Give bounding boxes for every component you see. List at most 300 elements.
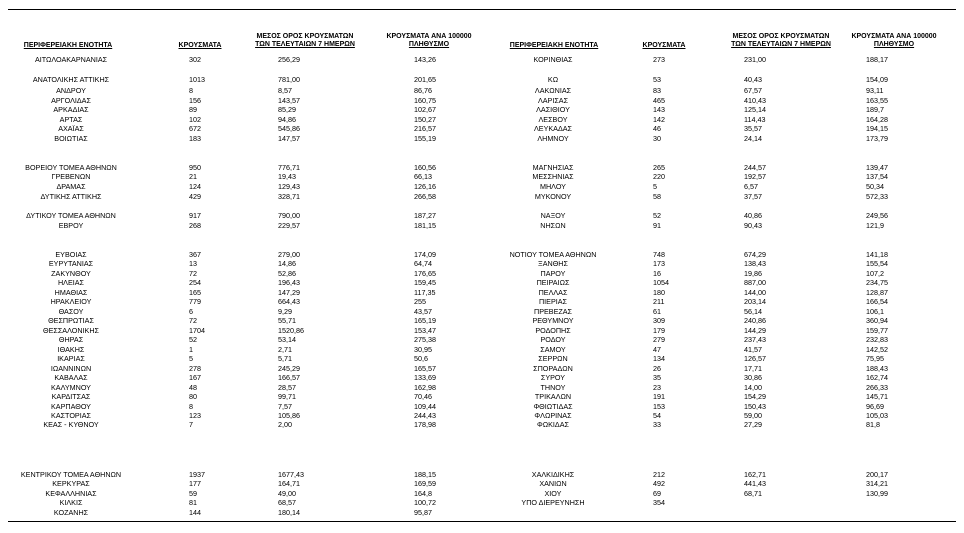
region-name-cell: ΔΥΤΙΚΟΥ ΤΟΜΕΑ ΑΘΗΝΩΝ (26, 211, 116, 220)
table-row (0, 250, 964, 259)
table-row (0, 221, 964, 230)
cases-cell: 1013 (189, 75, 205, 84)
avg7-cell: 125,14 (744, 105, 766, 114)
per100k-cell: 188,43 (866, 364, 888, 373)
cases-cell: 30 (653, 134, 661, 143)
table-row (0, 392, 964, 401)
region-name-cell: ΛΗΜΝΟΥ (537, 134, 569, 143)
cases-cell: 268 (189, 221, 201, 230)
cases-cell: 53 (653, 75, 661, 84)
cases-cell: 950 (189, 163, 201, 172)
cases-cell: 6 (189, 307, 193, 316)
region-name-cell: ΗΛΕΙΑΣ (57, 278, 85, 287)
avg7-cell: 790,00 (278, 211, 300, 220)
per100k-cell: 572,33 (866, 192, 888, 201)
cases-cell: 672 (189, 124, 201, 133)
cases-cell: 61 (653, 307, 661, 316)
avg7-cell: 105,86 (278, 411, 300, 420)
cases-cell: 33 (653, 420, 661, 429)
region-name-cell: ΕΥΡΥΤΑΝΙΑΣ (48, 259, 94, 268)
per100k-cell: 153,47 (414, 326, 436, 335)
per100k-cell: 275,38 (414, 335, 436, 344)
cases-cell: 143 (653, 105, 665, 114)
region-name-cell: ΔΥΤΙΚΗΣ ΑΤΤΙΚΗΣ (40, 192, 102, 201)
per100k-cell: 130,99 (866, 489, 888, 498)
region-name-cell: ΞΑΝΘΗΣ (538, 259, 568, 268)
cases-cell: 47 (653, 345, 661, 354)
region-name-cell: ΘΑΣΟΥ (58, 307, 84, 316)
per100k-cell: 93,11 (866, 86, 884, 95)
per100k-cell: 133,69 (414, 373, 436, 382)
region-name-cell: ΠΕΛΛΑΣ (538, 288, 568, 297)
left-header-cases: ΚΡΟΥΣΜΑΤΑ (178, 42, 222, 49)
per100k-cell: 139,47 (866, 163, 888, 172)
right-header-avg7-line2: ΤΩΝ ΤΕΛΕΥΤΑΙΩΝ 7 ΗΜΕΡΩΝ (731, 41, 831, 48)
region-name-cell: ΚΑΣΤΟΡΙΑΣ (51, 411, 91, 420)
cases-cell: 254 (189, 278, 201, 287)
per100k-cell: 126,16 (414, 182, 436, 191)
region-name-cell: ΙΘΑΚΗΣ (57, 345, 85, 354)
per100k-cell: 176,65 (414, 269, 436, 278)
cases-cell: 59 (189, 489, 197, 498)
per100k-cell: 189,7 (866, 105, 884, 114)
cases-cell: 134 (653, 354, 665, 363)
table-row (0, 470, 964, 479)
per100k-cell: 142,52 (866, 345, 888, 354)
avg7-cell: 674,29 (744, 250, 766, 259)
avg7-cell: 144,29 (744, 326, 766, 335)
per100k-cell: 200,17 (866, 470, 888, 479)
per100k-cell: 154,09 (866, 75, 888, 84)
cases-cell: 52 (189, 335, 197, 344)
cases-cell: 52 (653, 211, 661, 220)
per100k-cell: 96,69 (866, 402, 884, 411)
per100k-cell: 181,15 (414, 221, 436, 230)
per100k-cell: 50,6 (414, 354, 428, 363)
table-row (0, 278, 964, 287)
table-row (0, 335, 964, 344)
cases-cell: 69 (653, 489, 661, 498)
avg7-cell: 59,00 (744, 411, 762, 420)
region-name-cell: ΝΗΣΩΝ (540, 221, 566, 230)
cases-cell: 7 (189, 420, 193, 429)
right-header-avg7 (722, 33, 840, 49)
avg7-cell: 144,00 (744, 288, 766, 297)
avg7-cell: 5,71 (278, 354, 292, 363)
region-name-cell: ΑΡΚΑΔΙΑΣ (53, 105, 89, 114)
cases-cell: 26 (653, 364, 661, 373)
table-row (0, 508, 964, 517)
cases-cell: 48 (189, 383, 197, 392)
per100k-cell: 105,03 (866, 411, 888, 420)
cases-cell: 779 (189, 297, 201, 306)
cases-cell: 13 (189, 259, 197, 268)
avg7-cell: 41,57 (744, 345, 762, 354)
table-row (0, 498, 964, 507)
cases-cell: 1 (189, 345, 193, 354)
cases-cell: 91 (653, 221, 661, 230)
per100k-cell: 234,75 (866, 278, 888, 287)
per100k-cell: 162,74 (866, 373, 888, 382)
avg7-cell: 244,57 (744, 163, 766, 172)
region-name-cell: ΑΝΑΤΟΛΙΚΗΣ ΑΤΤΙΚΗΣ (32, 75, 110, 84)
avg7-cell: 68,57 (278, 498, 296, 507)
region-name-cell: ΜΥΚΟΝΟΥ (534, 192, 572, 201)
avg7-cell: 147,57 (278, 134, 300, 143)
region-name-cell: ΣΕΡΡΩΝ (538, 354, 568, 363)
region-name-cell: ΠΙΕΡΙΑΣ (538, 297, 567, 306)
avg7-cell: 27,29 (744, 420, 762, 429)
per100k-cell: 216,57 (414, 124, 436, 133)
per100k-cell: 155,19 (414, 134, 436, 143)
cases-cell: 1054 (653, 278, 669, 287)
region-name-cell: ΚΟΖΑΝΗΣ (53, 508, 89, 517)
region-name-cell: ΕΥΒΟΙΑΣ (55, 250, 87, 259)
region-name-cell: ΔΡΑΜΑΣ (56, 182, 86, 191)
region-name-cell: ΜΕΣΣΗΝΙΑΣ (532, 172, 574, 181)
per100k-cell: 201,65 (414, 75, 436, 84)
avg7-cell: 114,43 (744, 115, 766, 124)
avg7-cell: 410,43 (744, 96, 766, 105)
avg7-cell: 240,86 (744, 316, 766, 325)
region-name-cell: ΚΑΡΠΑΘΟΥ (51, 402, 91, 411)
avg7-cell: 85,29 (278, 105, 296, 114)
avg7-cell: 887,00 (744, 278, 766, 287)
avg7-cell: 545,86 (278, 124, 300, 133)
per100k-cell: 266,33 (866, 383, 888, 392)
right-header-region: ΠΕΡΙΦΕΡΕΙΑΚΗ ΕΝΟΤΗΤΑ (509, 42, 599, 49)
avg7-cell: 664,43 (278, 297, 300, 306)
cases-cell: 492 (653, 479, 665, 488)
per100k-cell: 164,8 (414, 489, 432, 498)
region-name-cell: ΠΕΙΡΑΙΩΣ (536, 278, 570, 287)
avg7-cell: 37,57 (744, 192, 762, 201)
per100k-cell: 160,75 (414, 96, 436, 105)
avg7-cell: 56,14 (744, 307, 762, 316)
cases-cell: 5 (189, 354, 193, 363)
region-name-cell: ΕΒΡΟΥ (58, 221, 84, 230)
left-header-per100k-line2: ΠΛΗΘΥΣΜΟ (408, 41, 450, 48)
cases-cell: 16 (653, 269, 661, 278)
region-name-cell: ΚΕΡΚΥΡΑΣ (52, 479, 90, 488)
region-name-cell: ΙΚΑΡΙΑΣ (57, 354, 85, 363)
region-name-cell: ΝΟΤΙΟΥ ΤΟΜΕΑ ΑΘΗΝΩΝ (509, 250, 597, 259)
avg7-cell: 203,14 (744, 297, 766, 306)
per100k-cell: 360,94 (866, 316, 888, 325)
cases-cell: 211 (653, 297, 665, 306)
table-row (0, 86, 964, 95)
region-name-cell: ΙΩΑΝΝΙΝΩΝ (50, 364, 92, 373)
per100k-cell: 187,27 (414, 211, 436, 220)
table-row (0, 489, 964, 498)
left-header-avg7 (246, 33, 364, 49)
per100k-cell: 160,56 (414, 163, 436, 172)
per100k-cell: 141,18 (866, 250, 888, 259)
region-name-cell: ΛΕΣΒΟΥ (538, 115, 568, 124)
table-row (0, 269, 964, 278)
table-row (0, 288, 964, 297)
table-row (0, 192, 964, 201)
region-name-cell: ΜΑΓΝΗΣΙΑΣ (532, 163, 574, 172)
region-name-cell: ΠΑΡΟΥ (540, 269, 566, 278)
region-name-cell: ΗΜΑΘΙΑΣ (54, 288, 88, 297)
table-row (0, 354, 964, 363)
per100k-cell: 66,13 (414, 172, 432, 181)
cases-cell: 173 (653, 259, 665, 268)
avg7-cell: 164,71 (278, 479, 300, 488)
cases-cell: 212 (653, 470, 665, 479)
cases-cell: 273 (653, 55, 665, 64)
cases-cell: 153 (653, 402, 665, 411)
cases-cell: 167 (189, 373, 201, 382)
avg7-cell: 192,57 (744, 172, 766, 181)
per100k-cell: 102,67 (414, 105, 436, 114)
avg7-cell: 94,86 (278, 115, 296, 124)
table-row (0, 105, 964, 114)
table-row (0, 402, 964, 411)
region-name-cell: ΛΑΡΙΣΑΣ (537, 96, 569, 105)
per100k-cell: 145,71 (866, 392, 888, 401)
table-row (0, 307, 964, 316)
region-name-cell: ΧΙΟΥ (544, 489, 562, 498)
cases-cell: 1704 (189, 326, 205, 335)
avg7-cell: 2,71 (278, 345, 292, 354)
cases-cell: 429 (189, 192, 201, 201)
left-header-per100k (374, 33, 484, 49)
cases-cell: 72 (189, 316, 197, 325)
avg7-cell: 1520,86 (278, 326, 304, 335)
cases-cell: 72 (189, 269, 197, 278)
cases-cell: 58 (653, 192, 661, 201)
cases-cell: 142 (653, 115, 665, 124)
region-name-cell: ΠΡΕΒΕΖΑΣ (534, 307, 572, 316)
avg7-cell: 52,86 (278, 269, 296, 278)
avg7-cell: 143,57 (278, 96, 300, 105)
cases-cell: 183 (189, 134, 201, 143)
cases-cell: 123 (189, 411, 201, 420)
avg7-cell: 162,71 (744, 470, 766, 479)
table-row (0, 182, 964, 191)
region-name-cell: ΛΑΣΙΘΙΟΥ (536, 105, 570, 114)
bottom-rule (8, 521, 956, 522)
avg7-cell: 6,57 (744, 182, 758, 191)
cases-cell: 35 (653, 373, 661, 382)
right-header-per100k (838, 33, 950, 49)
avg7-cell: 129,43 (278, 182, 300, 191)
avg7-cell: 138,43 (744, 259, 766, 268)
cases-cell: 5 (653, 182, 657, 191)
region-name-cell: ΚΟΡΙΝΘΙΑΣ (533, 55, 573, 64)
avg7-cell: 49,00 (278, 489, 296, 498)
cases-cell: 23 (653, 383, 661, 392)
per100k-cell: 109,44 (414, 402, 436, 411)
table-row (0, 383, 964, 392)
avg7-cell: 53,14 (278, 335, 296, 344)
region-name-cell: ΒΟΡΕΙΟΥ ΤΟΜΕΑ ΑΘΗΝΩΝ (25, 163, 117, 172)
cases-cell: 367 (189, 250, 201, 259)
table-row (0, 75, 964, 84)
cases-cell: 465 (653, 96, 665, 105)
region-name-cell: ΦΩΚΙΔΑΣ (537, 420, 569, 429)
table-row (0, 411, 964, 420)
cases-cell: 917 (189, 211, 201, 220)
region-name-cell: ΚΕΝΤΡΙΚΟΥ ΤΟΜΕΑ ΑΘΗΝΩΝ (20, 470, 122, 479)
cases-cell: 8 (189, 86, 193, 95)
region-name-cell: ΛΕΥΚΑΔΑΣ (533, 124, 572, 133)
avg7-cell: 40,86 (744, 211, 762, 220)
cases-cell: 102 (189, 115, 201, 124)
avg7-cell: 7,57 (278, 402, 292, 411)
right-header-per100k-line2: ΠΛΗΘΥΣΜΟ (873, 41, 915, 48)
region-name-cell: ΑΡΓΟΛΙΔΑΣ (51, 96, 91, 105)
avg7-cell: 14,00 (744, 383, 762, 392)
table-row (0, 297, 964, 306)
region-name-cell: ΜΗΛΟΥ (540, 182, 566, 191)
table-row (0, 316, 964, 325)
region-name-cell: ΑΙΤΩΛΟΑΚΑΡΝΑΝΙΑΣ (34, 55, 108, 64)
avg7-cell: 99,71 (278, 392, 296, 401)
top-rule (8, 9, 956, 10)
avg7-cell: 441,43 (744, 479, 766, 488)
avg7-cell: 19,86 (744, 269, 762, 278)
region-name-cell: ΚΑΛΥΜΝΟΥ (51, 383, 91, 392)
avg7-cell: 245,29 (278, 364, 300, 373)
region-name-cell: ΡΕΘΥΜΝΟΥ (532, 316, 574, 325)
per100k-cell: 81,8 (866, 420, 880, 429)
per100k-cell: 164,28 (866, 115, 888, 124)
per100k-cell: 165,57 (414, 364, 436, 373)
cases-cell: 278 (189, 364, 201, 373)
per100k-cell: 169,59 (414, 479, 436, 488)
per100k-cell: 50,34 (866, 182, 884, 191)
region-name-cell: ΣΥΡΟΥ (540, 373, 566, 382)
region-name-cell: ΘΗΡΑΣ (58, 335, 84, 344)
cases-cell: 302 (189, 55, 201, 64)
per100k-cell: 162,98 (414, 383, 436, 392)
region-name-cell: ΖΑΚΥΝΘΟΥ (51, 269, 91, 278)
table-row (0, 259, 964, 268)
avg7-cell: 17,71 (744, 364, 762, 373)
avg7-cell: 19,43 (278, 172, 296, 181)
cases-cell: 179 (653, 326, 665, 335)
cases-cell: 309 (653, 316, 665, 325)
avg7-cell: 237,43 (744, 335, 766, 344)
per100k-cell: 95,87 (414, 508, 432, 517)
table-row (0, 124, 964, 133)
avg7-cell: 781,00 (278, 75, 300, 84)
per100k-cell: 137,54 (866, 172, 888, 181)
cases-cell: 8 (189, 402, 193, 411)
avg7-cell: 279,00 (278, 250, 300, 259)
region-name-cell: ΥΠΟ ΔΙΕΡΕΥΝΗΣΗ (521, 498, 585, 507)
avg7-cell: 90,43 (744, 221, 762, 230)
table-row (0, 420, 964, 429)
per100k-cell: 194,15 (866, 124, 888, 133)
avg7-cell: 166,57 (278, 373, 300, 382)
cases-cell: 156 (189, 96, 201, 105)
region-name-cell: ΚΩ (547, 75, 559, 84)
per100k-cell: 244,43 (414, 411, 436, 420)
per100k-cell: 314,21 (866, 479, 888, 488)
per100k-cell: 159,77 (866, 326, 888, 335)
left-header-avg7-line2: ΤΩΝ ΤΕΛΕΥΤΑΙΩΝ 7 ΗΜΕΡΩΝ (255, 41, 355, 48)
per100k-cell: 266,58 (414, 192, 436, 201)
avg7-cell: 154,29 (744, 392, 766, 401)
table-row (0, 373, 964, 382)
table-row (0, 172, 964, 181)
per100k-cell: 107,2 (866, 269, 884, 278)
region-name-cell: ΡΟΔΟΥ (540, 335, 566, 344)
avg7-cell: 328,71 (278, 192, 300, 201)
avg7-cell: 67,57 (744, 86, 762, 95)
cases-cell: 89 (189, 105, 197, 114)
avg7-cell: 14,86 (278, 259, 296, 268)
region-name-cell: ΚΕΑΣ - ΚΥΘΝΟΥ (43, 420, 99, 429)
cases-cell: 54 (653, 411, 661, 420)
cases-cell: 177 (189, 479, 201, 488)
cases-cell: 220 (653, 172, 665, 181)
region-name-cell: ΤΡΙΚΑΛΩΝ (534, 392, 572, 401)
avg7-cell: 55,71 (278, 316, 296, 325)
per100k-cell: 163,55 (866, 96, 888, 105)
region-name-cell: ΣΑΜΟΥ (540, 345, 566, 354)
right-header-avg7-line1: ΜΕΣΟΣ ΟΡΟΣ ΚΡΟΥΣΜΑΤΩΝ (732, 33, 830, 40)
per100k-cell: 166,54 (866, 297, 888, 306)
table-row (0, 364, 964, 373)
cases-cell: 1937 (189, 470, 205, 479)
left-header-per100k-line1: ΚΡΟΥΣΜΑΤΑ ΑΝΑ 100000 (386, 33, 472, 40)
avg7-cell: 150,43 (744, 402, 766, 411)
per100k-cell: 232,83 (866, 335, 888, 344)
table-row (0, 134, 964, 143)
avg7-cell: 24,14 (744, 134, 762, 143)
region-name-cell: ΚΕΦΑΛΛΗΝΙΑΣ (45, 489, 97, 498)
per100k-cell: 150,27 (414, 115, 436, 124)
region-name-cell: ΚΑΒΑΛΑΣ (54, 373, 88, 382)
cases-cell: 748 (653, 250, 665, 259)
avg7-cell: 147,29 (278, 288, 300, 297)
per100k-cell: 165,19 (414, 316, 436, 325)
per100k-cell: 30,95 (414, 345, 432, 354)
per100k-cell: 249,56 (866, 211, 888, 220)
region-name-cell: ΝΑΞΟΥ (540, 211, 566, 220)
per100k-cell: 128,87 (866, 288, 888, 297)
avg7-cell: 180,14 (278, 508, 300, 517)
avg7-cell: 256,29 (278, 55, 300, 64)
cases-cell: 144 (189, 508, 201, 517)
table-row (0, 479, 964, 488)
region-name-cell: ΗΡΑΚΛΕΙΟΥ (50, 297, 92, 306)
avg7-cell: 196,43 (278, 278, 300, 287)
region-name-cell: ΒΟΙΩΤΙΑΣ (54, 134, 88, 143)
avg7-cell: 68,71 (744, 489, 762, 498)
avg7-cell: 126,57 (744, 354, 766, 363)
cases-cell: 265 (653, 163, 665, 172)
per100k-cell: 255 (414, 297, 426, 306)
avg7-cell: 231,00 (744, 55, 766, 64)
per100k-cell: 121,9 (866, 221, 884, 230)
left-header-avg7-line1: ΜΕΣΟΣ ΟΡΟΣ ΚΡΟΥΣΜΑΤΩΝ (256, 33, 354, 40)
cases-cell: 124 (189, 182, 201, 191)
per100k-cell: 64,74 (414, 259, 432, 268)
per100k-cell: 43,57 (414, 307, 432, 316)
right-header-per100k-line1: ΚΡΟΥΣΜΑΤΑ ΑΝΑ 100000 (851, 33, 937, 40)
per100k-cell: 70,46 (414, 392, 432, 401)
cases-cell: 354 (653, 498, 665, 507)
avg7-cell: 776,71 (278, 163, 300, 172)
per100k-cell: 174,09 (414, 250, 436, 259)
cases-cell: 46 (653, 124, 661, 133)
